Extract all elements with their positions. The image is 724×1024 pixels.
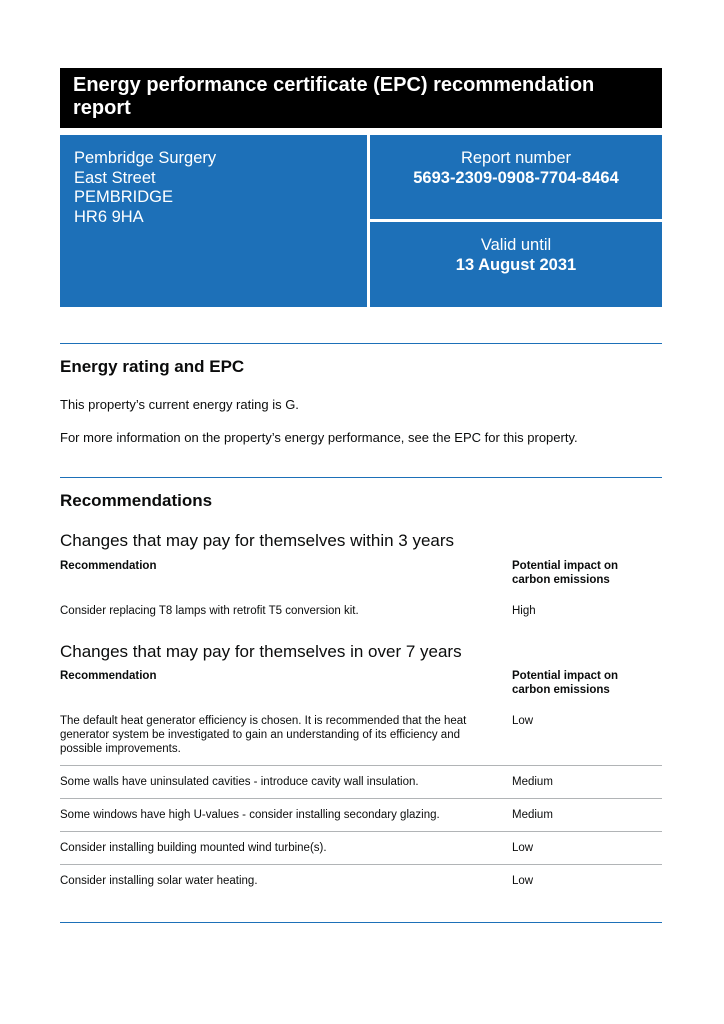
recommendation-text: Consider installing solar water heating. [60, 875, 258, 887]
address-line-2: East Street [74, 168, 156, 187]
address-line-1: Pembridge Surgery [74, 149, 217, 167]
row-divider [60, 831, 662, 832]
impact-value: Medium [512, 776, 553, 788]
impact-value: Low [512, 875, 534, 887]
report-number-label: Report number [460, 149, 572, 167]
address-line-4: HR6 9HA [74, 207, 144, 226]
recommendation-text: Some windows have high U-values - consider installing secondary glazing. [60, 809, 440, 821]
section-divider [60, 477, 662, 478]
recommendation-text: The default heat generator efficiency is chosen. It is recommended that the heat generator system be investigated to gain an understanding of its efficiency and possible improvements. [60, 715, 467, 755]
recommendation-text: Consider replacing T8 lamps with retrofit T5 conversion kit. [60, 605, 359, 617]
energy-rating-heading: Energy rating and EPC [60, 357, 245, 376]
impact-value: High [512, 605, 536, 617]
section-divider [60, 922, 662, 923]
column-header-recommendation: Recommendation [60, 670, 157, 682]
epc-info-text: For more information on the property’s energy performance, see the EPC for this property. [60, 430, 578, 445]
row-divider [60, 864, 662, 865]
group-heading-within-3-years: Changes that may pay for themselves within 3 years [60, 531, 455, 550]
column-header-impact: Potential impact on carbon emissions [512, 560, 619, 586]
impact-value: Low [512, 715, 534, 727]
title-line-2: report [73, 97, 131, 119]
energy-rating-text: This property’s current energy rating is G. [60, 397, 299, 412]
section-divider [60, 343, 662, 344]
recommendations-heading: Recommendations [60, 491, 213, 510]
report-number: 5693-2309-0908-7704-8464 [413, 168, 619, 187]
valid-until-label: Valid until [480, 236, 552, 254]
report-body [60, 0, 662, 1024]
valid-until-date: 13 August 2031 [455, 255, 577, 274]
group-heading-over-7-years: Changes that may pay for themselves in over 7 years [60, 642, 462, 661]
impact-value: Low [512, 842, 534, 854]
recommendation-text: Consider installing building mounted wind turbine(s). [60, 842, 327, 854]
title-line-1: Energy performance certificate (EPC) recommendation [73, 74, 595, 96]
impact-value: Medium [512, 809, 553, 821]
recommendation-text: Some walls have uninsulated cavities - introduce cavity wall insulation. [60, 776, 419, 788]
column-header-impact: Potential impact on carbon emissions [512, 670, 619, 696]
row-divider [60, 765, 662, 766]
column-header-recommendation: Recommendation [60, 560, 157, 572]
address-line-3: PEMBRIDGE [74, 188, 174, 206]
row-divider [60, 798, 662, 799]
